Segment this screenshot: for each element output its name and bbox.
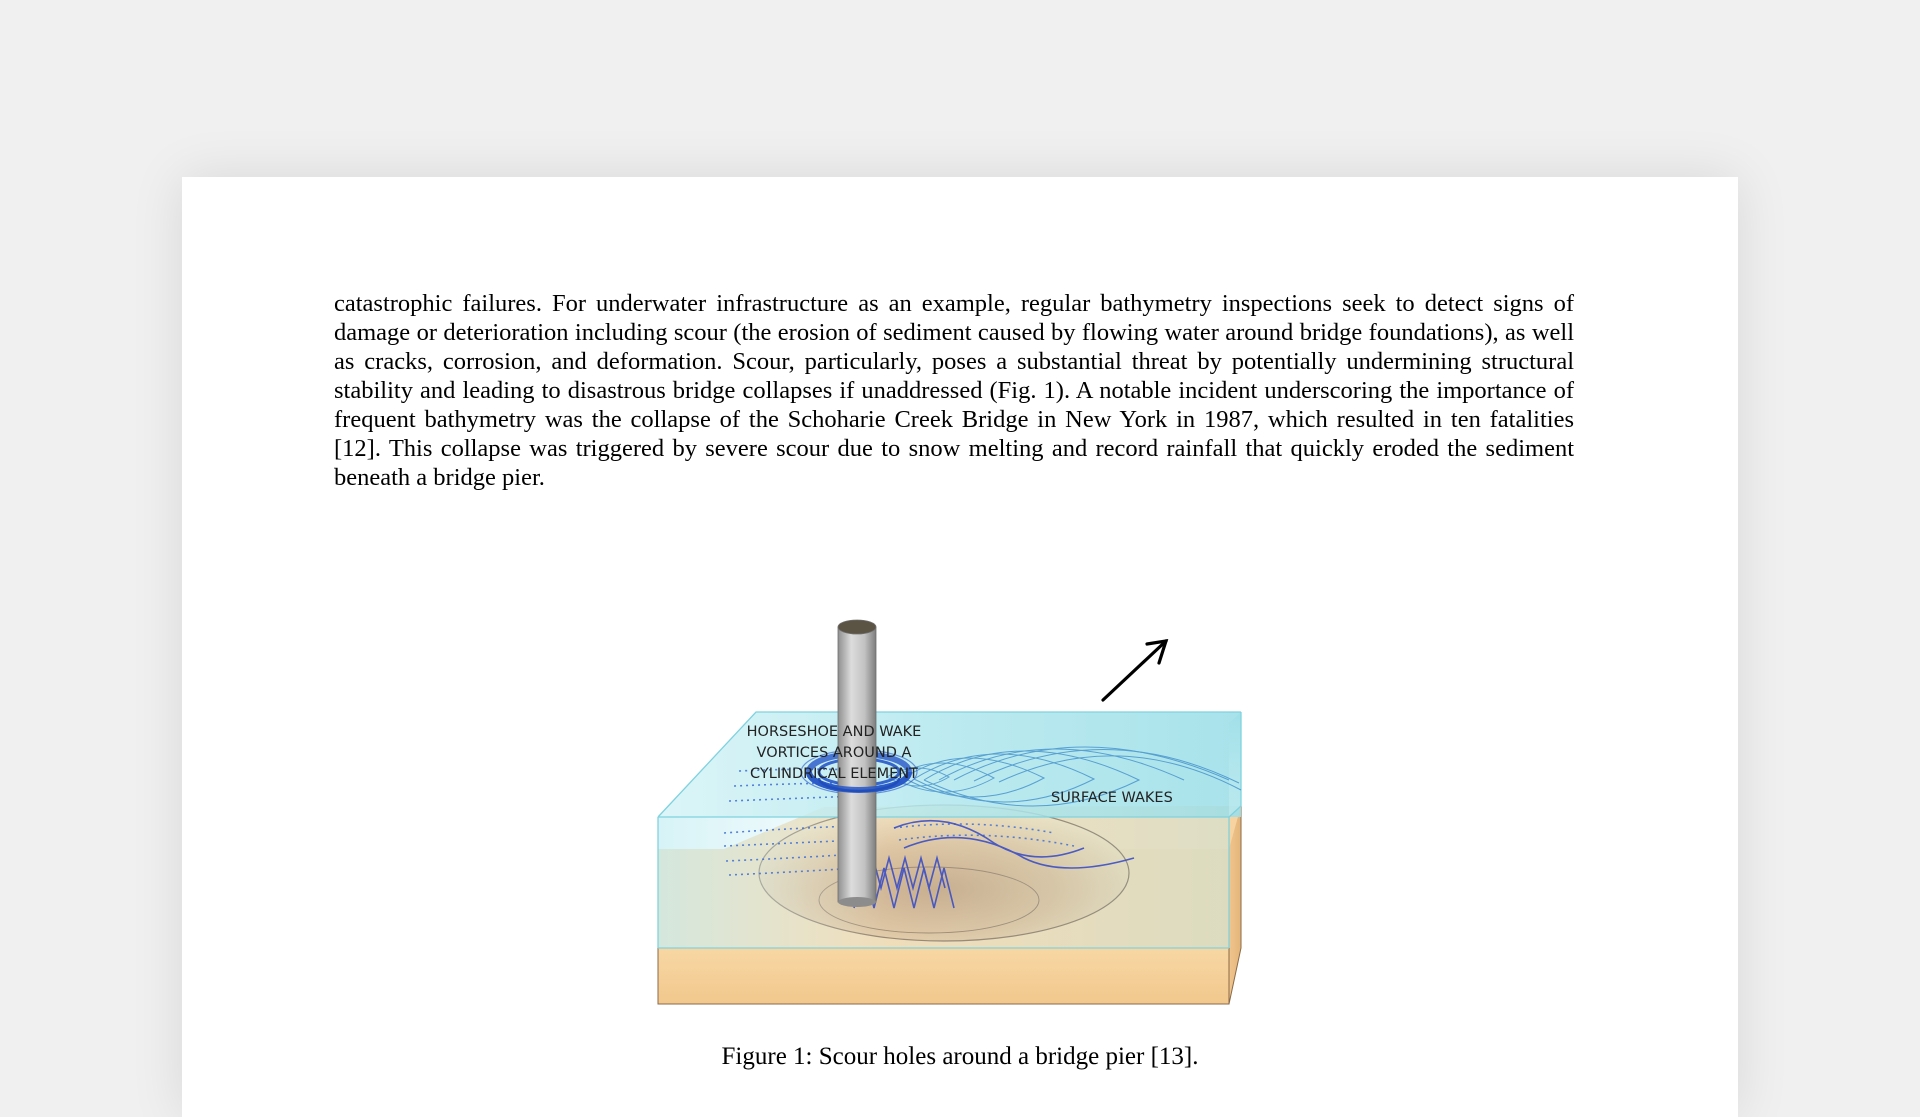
label-line: VORTICES AROUND A [756,745,912,761]
sediment-front [658,948,1229,1004]
label-horseshoe-wake-vortices [724,722,944,785]
paper-page [182,177,1738,1117]
body-paragraph: catastrophic failures. For underwater infrastructure as an example, regular bathymetry inspections seek to detect signs of damage or deterioration including scour (the erosion of sediment caused by flowing water around bridge foundations), as well as cracks, corrosion, and deformation. Scour, particularly, poses a substantial threat by potentially undermining structural stability and leading to disastrous bridge collapses if unaddressed (Fig. 1). A notable incident underscoring the importance of frequent bathymetry was the collapse of the Schoharie Creek Bridge in New York in 1987, which resulted in ten fatalities [12]. This collapse was triggered by severe scour due to snow melting and record rainfall that quickly eroded the sediment beneath a bridge pier. [334,290,1574,491]
figure-caption: Figure 1: Scour holes around a bridge pier [13]. [721,1043,1199,1070]
label-surface-wakes: SURFACE WAKES [1051,790,1173,806]
water-side [1229,712,1241,817]
pier-top [838,620,876,634]
label-line: HORSESHOE AND WAKE [746,724,922,740]
label-line: CYLINDRICAL ELEMENT [750,766,918,782]
surface-wakes-arrow [1103,641,1166,700]
figure-scour-diagram [654,528,1274,1013]
